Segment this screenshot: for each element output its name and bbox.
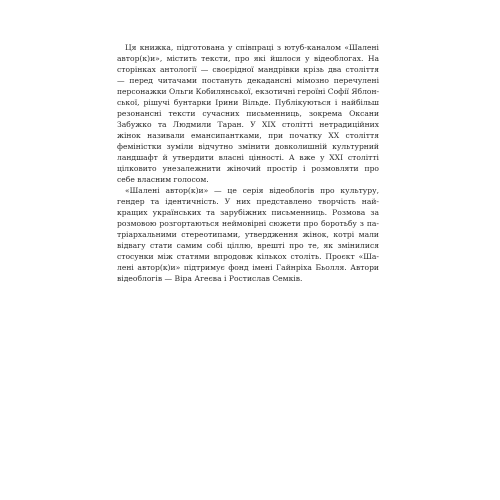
text-line: розмовою розгортаються неймовірні сюжети про боротьбу з па- (117, 219, 379, 228)
text-line: Ця книжка, підготована у співпраці з ютуб-каналом «Шалені (125, 43, 379, 52)
text-line: себе власним голосом. (117, 175, 209, 184)
page-text (117, 42, 379, 284)
text-line: персонажки Ольги Кобилянської, екзотичні героїні Софії Яблон- (117, 87, 380, 96)
text-line: лені автор(к)и» підтримує фонд імені Гайнріха Бьолля. Автори (117, 263, 379, 272)
text-line: жінок називали емансипантками, при початку XX століття (117, 131, 379, 140)
paragraph-series (117, 185, 379, 284)
text-line: резонансні тексти сучасних письменниць, зокрема Оксани (117, 109, 379, 118)
text-line: цілковито унезалежнити жіночий простір і розмовляти про (117, 164, 379, 173)
text-line: кращих українських та зарубіжних письменниць. Розмова за (117, 208, 379, 217)
text-line: гендер та ідентичність. У них представлено творчість най- (117, 197, 379, 206)
text-line: відвагу стати самим собі ціллю, врешті про те, як змінилися (117, 241, 379, 250)
text-line: Забужко та Людмили Таран. У XIX столітті нетрадиційних (117, 120, 379, 129)
text-line: ландшафт й утвердити власні цінності. А вже у XXI столітті (117, 153, 379, 162)
text-line: автор(к)и», містить тексти, про які йшлося у відеоблогах. На (117, 54, 379, 63)
text-line: відеоблогів — Віра Агеєва і Ростислав Семків. (117, 274, 303, 283)
text-line: феміністки зуміли відчутно змінити довколишній культурний (117, 142, 379, 151)
text-line: ської, рішучі бунтарки Ірини Вільде. Публікуються і найбільш (117, 98, 379, 107)
text-line: стосунки між статями впродовж кількох століть. Проєкт «Ша- (117, 252, 379, 261)
paragraph-intro (117, 42, 379, 185)
text-line: — перед читачами постануть декадансні мімозно перечулені (117, 76, 379, 85)
text-line: сторінках антології — своєрідної мандрівки крізь два століття (117, 65, 379, 74)
text-line: «Шалені автор(к)и» — це серія відеоблогів про культуру, (125, 186, 379, 195)
text-line: тріархальними стереотипами, утвердження жінок, котрі мали (117, 230, 379, 239)
